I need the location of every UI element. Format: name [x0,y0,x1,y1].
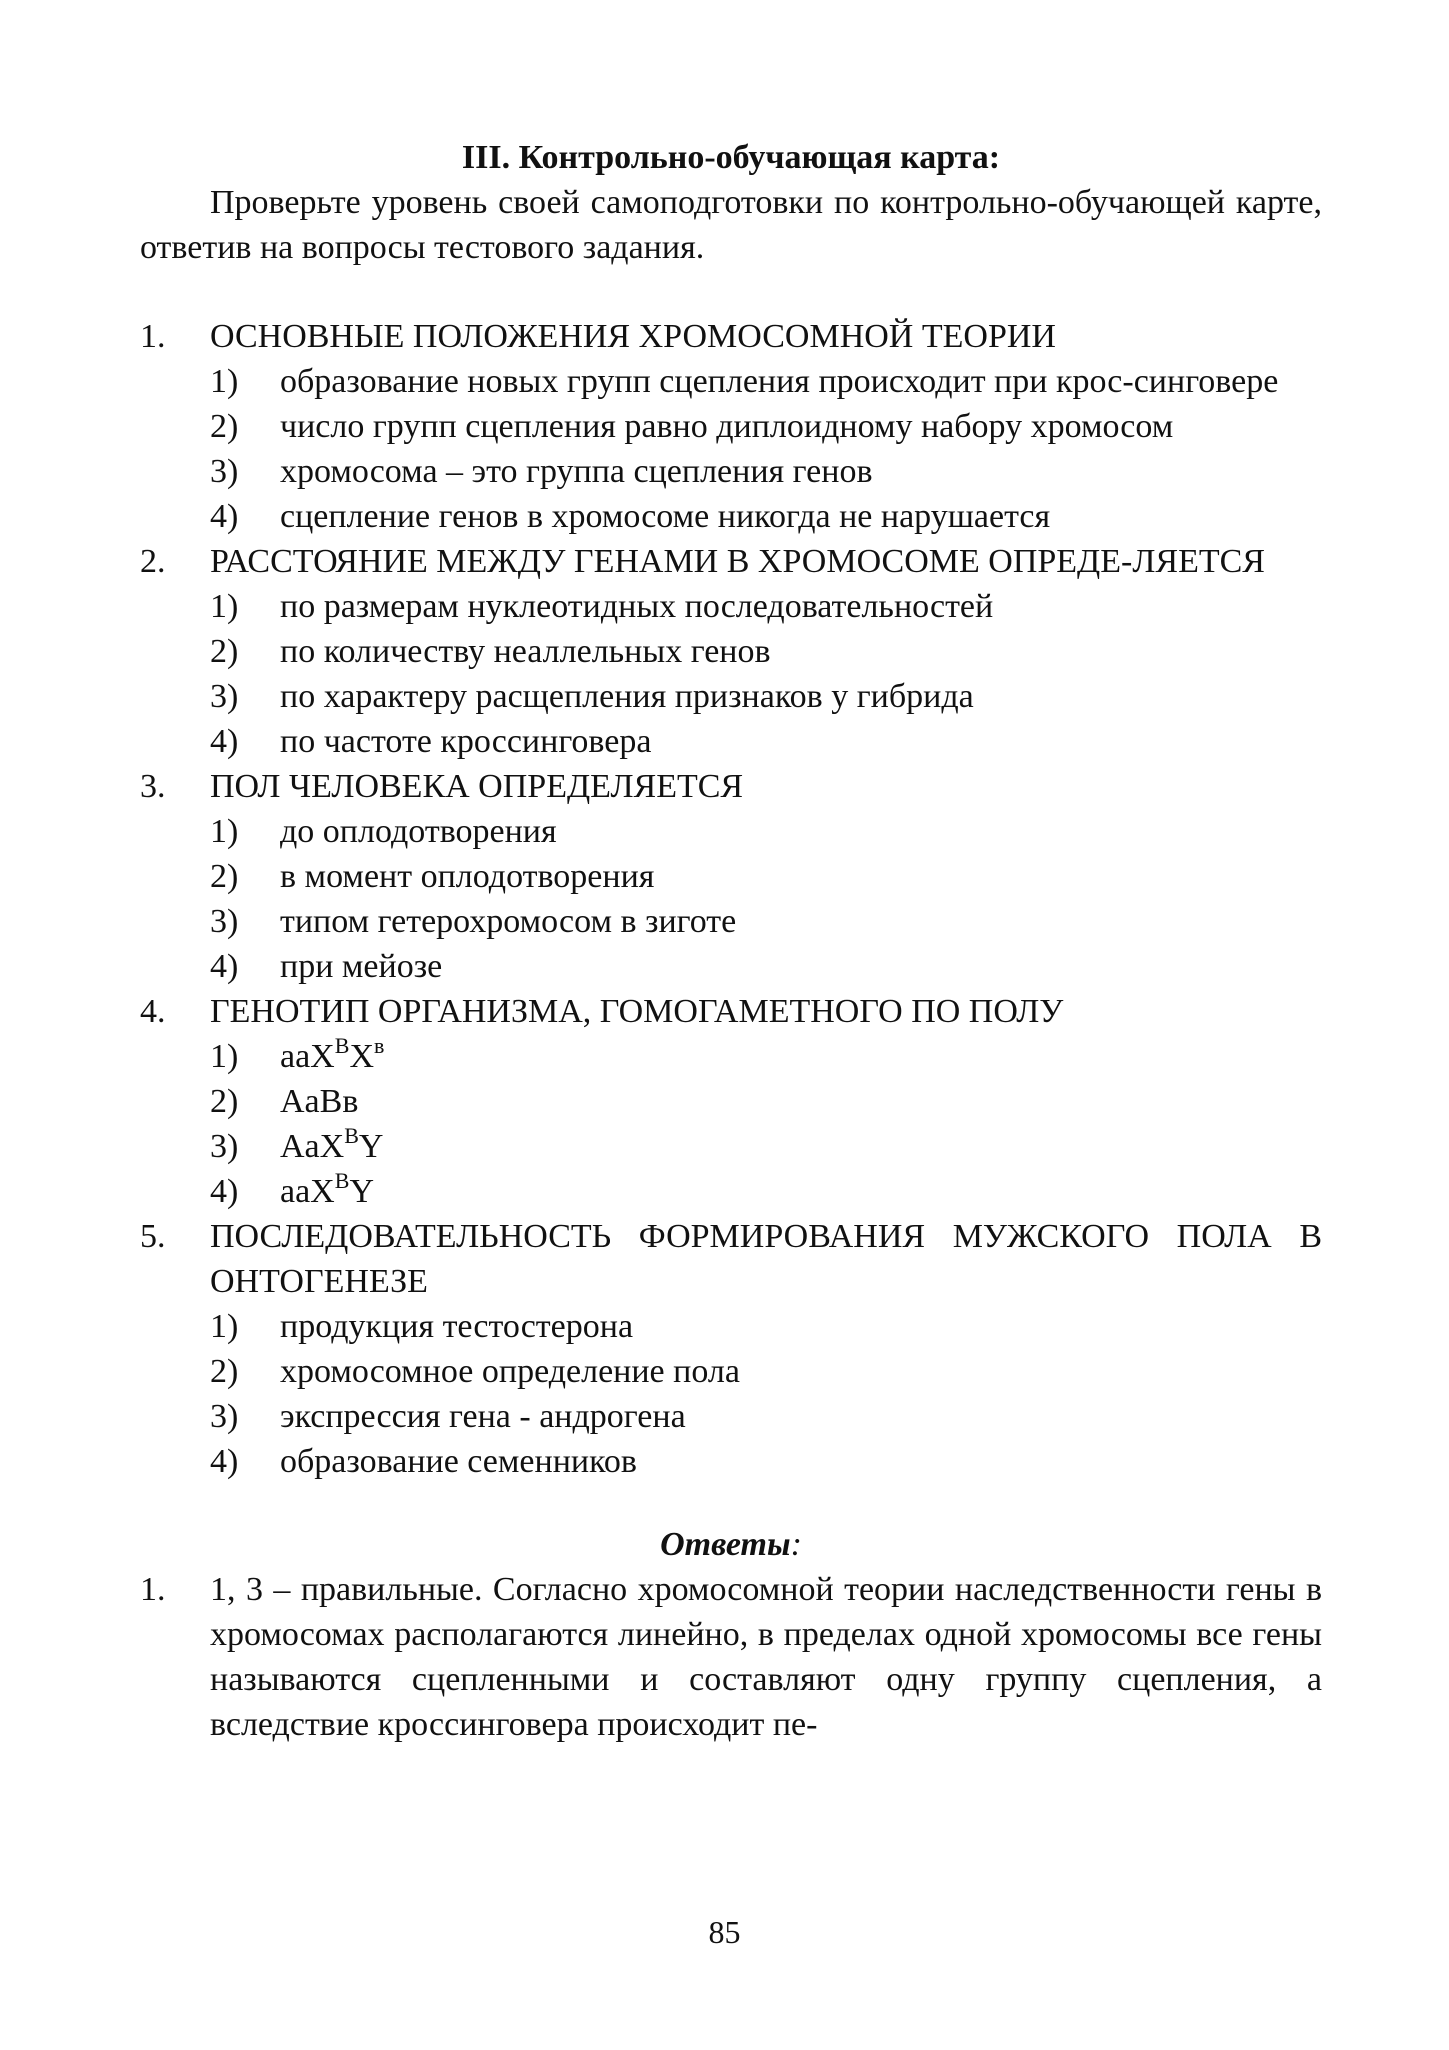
question-text: РАССТОЯНИЕ МЕЖДУ ГЕНАМИ В ХРОМОСОМЕ ОПРЕДЕ-ЛЯЕТСЯ [210,543,1265,580]
question-number: 3. [140,768,166,805]
section-heading: III. Контрольно-обучающая карта: [461,139,1001,176]
intro-paragraph: Проверьте уровень своей самоподготовки по контрольно-обучающей карте, ответив на вопросы тестового задания. [140,184,1322,266]
genotype-superscript: в [374,1033,385,1058]
option-3-2 [210,854,1322,899]
option-text: типом гетерохромосом в зиготе [280,903,737,940]
option-number: 2) [210,1353,239,1390]
question-text: ГЕНОТИП ОРГАНИЗМА, ГОМОГАМЕТНОГО ПО ПОЛУ [210,993,1064,1030]
question-number: 1. [140,318,166,355]
answer-text: 1, 3 – правильные. Согласно хромосомной теории наследственности гены в хромосомах располагаются линейно, в пределах одной хромосомы все гены называются сцепленными и составляют одну группу сцепления, а вследствие кроссинговера происходит пе- [210,1571,1322,1743]
option-4-1 [210,1034,1322,1079]
genotype-base: aaX [280,1038,335,1075]
answer-1 [140,1567,1322,1747]
option-5-1 [210,1304,1322,1349]
option-1-1 [210,359,1322,404]
option-number: 2) [210,408,239,445]
option-text: хромосомное определение пола [280,1353,740,1390]
option-2-2 [210,629,1322,674]
option-1-2 [210,404,1322,449]
option-number: 1) [210,1308,239,1345]
option-text: продукция тестостерона [280,1308,634,1345]
option-number: 4) [210,498,239,535]
option-text: экспрессия гена - андрогена [280,1398,686,1435]
genotype-base: Y [358,1128,384,1165]
genotype-superscript: B [344,1123,359,1148]
option-2-4 [210,719,1322,764]
genotype-superscript: B [334,1033,350,1058]
option-text: по размерам нуклеотидных последовательностей [280,588,994,625]
page-number: 85 [708,1914,741,1950]
option-text: при мейозе [280,948,443,985]
question-number: 2. [140,543,166,580]
option-2-3 [210,674,1322,719]
option-text: хромосома – это группа сцепления генов [280,453,873,490]
option-3-4 [210,944,1322,989]
question-text: ПОЛ ЧЕЛОВЕКА ОПРЕДЕЛЯЕТСЯ [210,768,744,805]
option-number: 2) [210,1083,239,1120]
option-4-4 [210,1169,1322,1214]
question-list [140,314,1322,1484]
option-number: 1) [210,813,239,850]
answers-heading-colon: : [790,1526,802,1563]
option-genotype [280,1124,1322,1169]
spacer [140,270,1322,314]
question-number: 5. [140,1218,166,1255]
question-3 [140,764,1322,809]
genotype-base: Y [349,1173,374,1210]
option-number: 1) [210,588,239,625]
option-text: по характеру расщепления признаков у гибрида [280,678,974,715]
option-genotype [280,1034,1322,1079]
option-2-1 [210,584,1322,629]
option-number: 1) [210,1038,239,1075]
question-text: ОСНОВНЫЕ ПОЛОЖЕНИЯ ХРОМОСОМНОЙ ТЕОРИИ [210,318,1056,355]
option-5-3 [210,1394,1322,1439]
option-number: 4) [210,723,239,760]
option-text: образование новых групп сцепления происходит при крос-синговере [280,363,1279,400]
option-number: 4) [210,1173,239,1210]
question-4 [140,989,1322,1034]
option-4-3 [210,1124,1322,1169]
option-number: 2) [210,633,239,670]
genotype-base: aaX [280,1173,335,1210]
option-4-2 [210,1079,1322,1124]
option-genotype [280,1169,1322,1214]
answer-number: 1. [140,1571,166,1608]
option-3-1 [210,809,1322,854]
document-page [140,135,1322,1747]
option-number: 4) [210,948,239,985]
genotype-base: X [349,1038,374,1075]
option-number: 2) [210,858,239,895]
question-1 [140,314,1322,359]
option-number: 3) [210,1128,239,1165]
option-text: по количеству неаллельных генов [280,633,771,670]
option-text: сцепление генов в хромосоме никогда не нарушается [280,498,1051,535]
genotype-base: AaX [280,1128,345,1165]
option-number: 3) [210,903,239,940]
answers-heading-text: Ответы [660,1526,791,1563]
question-2 [140,539,1322,584]
option-1-3 [210,449,1322,494]
option-5-4 [210,1439,1322,1484]
option-text: число групп сцепления равно диплоидному набору хромосом [280,408,1174,445]
option-text: образование семенников [280,1443,637,1480]
option-genotype [280,1079,1322,1124]
option-number: 1) [210,363,239,400]
question-number: 4. [140,993,166,1030]
option-5-2 [210,1349,1322,1394]
answers-heading [140,1522,1322,1567]
option-text: по частоте кроссинговера [280,723,652,760]
question-5 [140,1214,1322,1304]
question-text: ПОСЛЕДОВАТЕЛЬНОСТЬ ФОРМИРОВАНИЯ МУЖСКОГО ПОЛА В ОНТОГЕНЕЗЕ [210,1218,1322,1300]
option-3-3 [210,899,1322,944]
genotype-base: AaBв [280,1083,359,1120]
option-number: 4) [210,1443,239,1480]
option-number: 3) [210,1398,239,1435]
option-1-4 [210,494,1322,539]
option-text: в момент оплодотворения [280,858,655,895]
option-text: до оплодотворения [280,813,557,850]
genotype-superscript: B [334,1168,350,1193]
option-number: 3) [210,678,239,715]
option-number: 3) [210,453,239,490]
